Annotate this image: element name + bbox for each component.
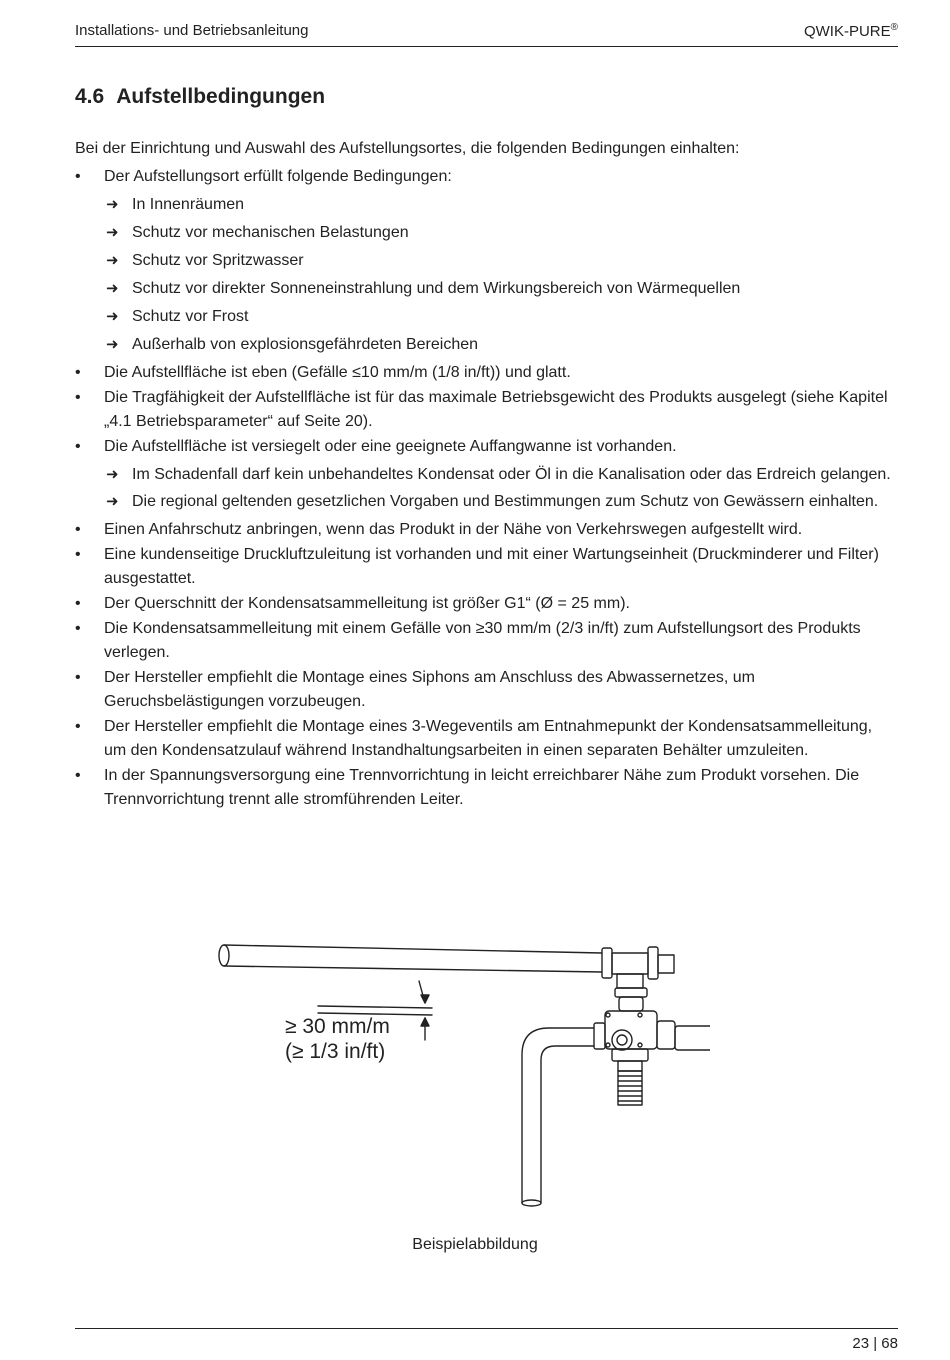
sub-list-item	[104, 221, 895, 245]
sub-list-item	[104, 463, 895, 487]
list-item: • Einen Anfahrschutz anbringen, wenn das Produkt in der Nähe von Verkehrswegen aufgestellt wird.	[75, 518, 895, 542]
arrow-right-icon: ➜	[106, 336, 119, 353]
sub-list-item-text: Außerhalb von explosionsgefährdeten Bereichen	[132, 336, 479, 353]
sub-list-item-text: Schutz vor Frost	[132, 308, 249, 325]
figure-caption: Beispielabbildung	[412, 1236, 538, 1253]
list-item	[75, 165, 895, 357]
installation-figure	[210, 935, 710, 1220]
product-name-text: QWIK-PURE	[803, 23, 891, 40]
sub-list	[104, 193, 895, 357]
document-title: Installations- und Betriebsanleitung	[75, 22, 309, 39]
section-number: 4.6	[75, 85, 105, 108]
arrow-right-icon: ➜	[106, 466, 119, 483]
list-item-text: Der Aufstellungsort erfüllt folgende Bedingungen:	[104, 168, 452, 185]
list-item: • Die Aufstellfläche ist eben (Gefälle ≤10 mm/m (1/8 in/ft)) und glatt.	[75, 361, 895, 385]
sub-list-item-text: Schutz vor Spritzwasser	[132, 252, 304, 269]
section-body	[75, 137, 895, 813]
sub-list-item	[104, 333, 895, 357]
list-item-text: Die Aufstellfläche ist versiegelt oder eine geeignete Auffangwanne ist vorhanden.	[104, 438, 677, 455]
list-item: • Eine kundenseitige Druckluftzuleitung ist vorhanden und mit einer Wartungseinheit (Druckminderer und Filter) ausgestattet.	[75, 543, 895, 591]
conditions-list	[75, 165, 895, 812]
sub-list-item	[104, 277, 895, 301]
page-header	[75, 20, 898, 47]
list-item	[75, 435, 895, 514]
section-heading	[75, 85, 325, 109]
registered-mark: ®	[890, 22, 898, 33]
sub-list-item-text: Die regional geltenden gesetzlichen Vorgaben und Bestimmungen zum Schutz von Gewässern einhalten.	[132, 493, 879, 510]
arrow-right-icon: ➜	[106, 308, 119, 325]
page-footer	[75, 1328, 898, 1352]
list-item: • Der Querschnitt der Kondensatsammelleitung ist größer G1“ (Ø = 25 mm).	[75, 592, 895, 616]
list-item: • Die Kondensatsammelleitung mit einem Gefälle von ≥30 mm/m (2/3 in/ft) zum Aufstellungsort des Produkts verlegen.	[75, 617, 895, 665]
sub-list-item-text: Im Schadenfall darf kein unbehandeltes Kondensat oder Öl in die Kanalisation oder das Erdreich gelangen.	[132, 466, 891, 483]
list-item: • In der Spannungsversorgung eine Trennvorrichtung in leicht erreichbarer Nähe zum Produkt vorsehen. Die Trennvorrichtung trennt alle stromführenden Leiter.	[75, 764, 895, 812]
list-item: • Die Tragfähigkeit der Aufstellfläche ist für das maximale Betriebsgewicht des Produkts ausgelegt (siehe Kapitel „4.1 Betriebsparameter“ auf Seite 20).	[75, 386, 895, 434]
sub-list-item-text: Schutz vor mechanischen Belastungen	[132, 224, 409, 241]
section-title: Aufstellbedingungen	[116, 85, 326, 108]
sub-list-item	[104, 490, 895, 514]
sub-list	[104, 463, 895, 514]
sub-list-item	[104, 305, 895, 329]
list-item: • Der Hersteller empfiehlt die Montage eines 3-Wegeventils am Entnahmepunkt der Kondensatsammelleitung, um den Kondensatzulauf während Instandhaltungsarbeiten in einen separaten Behälter umzuleiten.	[75, 715, 895, 763]
sub-list-item-text: Schutz vor direkter Sonneneinstrahlung und dem Wirkungsbereich von Wärmequellen	[132, 280, 741, 297]
arrow-right-icon: ➜	[106, 224, 119, 241]
page-number: 23 | 68	[852, 1335, 898, 1352]
slope-label-metric: ≥ 30 mm/m	[285, 1015, 390, 1038]
sub-list-item	[104, 249, 895, 273]
arrow-right-icon: ➜	[106, 252, 119, 269]
arrow-right-icon: ➜	[106, 196, 119, 213]
slope-label-imperial: (≥ 1/3 in/ft)	[285, 1040, 386, 1063]
intro-paragraph: Bei der Einrichtung und Auswahl des Aufstellungsortes, die folgenden Bedingungen einhalten:	[75, 140, 740, 157]
arrow-right-icon: ➜	[106, 280, 119, 297]
arrow-right-icon: ➜	[106, 493, 119, 510]
list-item: • Der Hersteller empfiehlt die Montage eines Siphons am Anschluss des Abwassernetzes, um Geruchsbelästigungen vorzubeugen.	[75, 666, 895, 714]
sub-list-item-text: In Innenräumen	[132, 196, 245, 213]
sub-list-item	[104, 193, 895, 217]
product-name	[804, 22, 898, 40]
